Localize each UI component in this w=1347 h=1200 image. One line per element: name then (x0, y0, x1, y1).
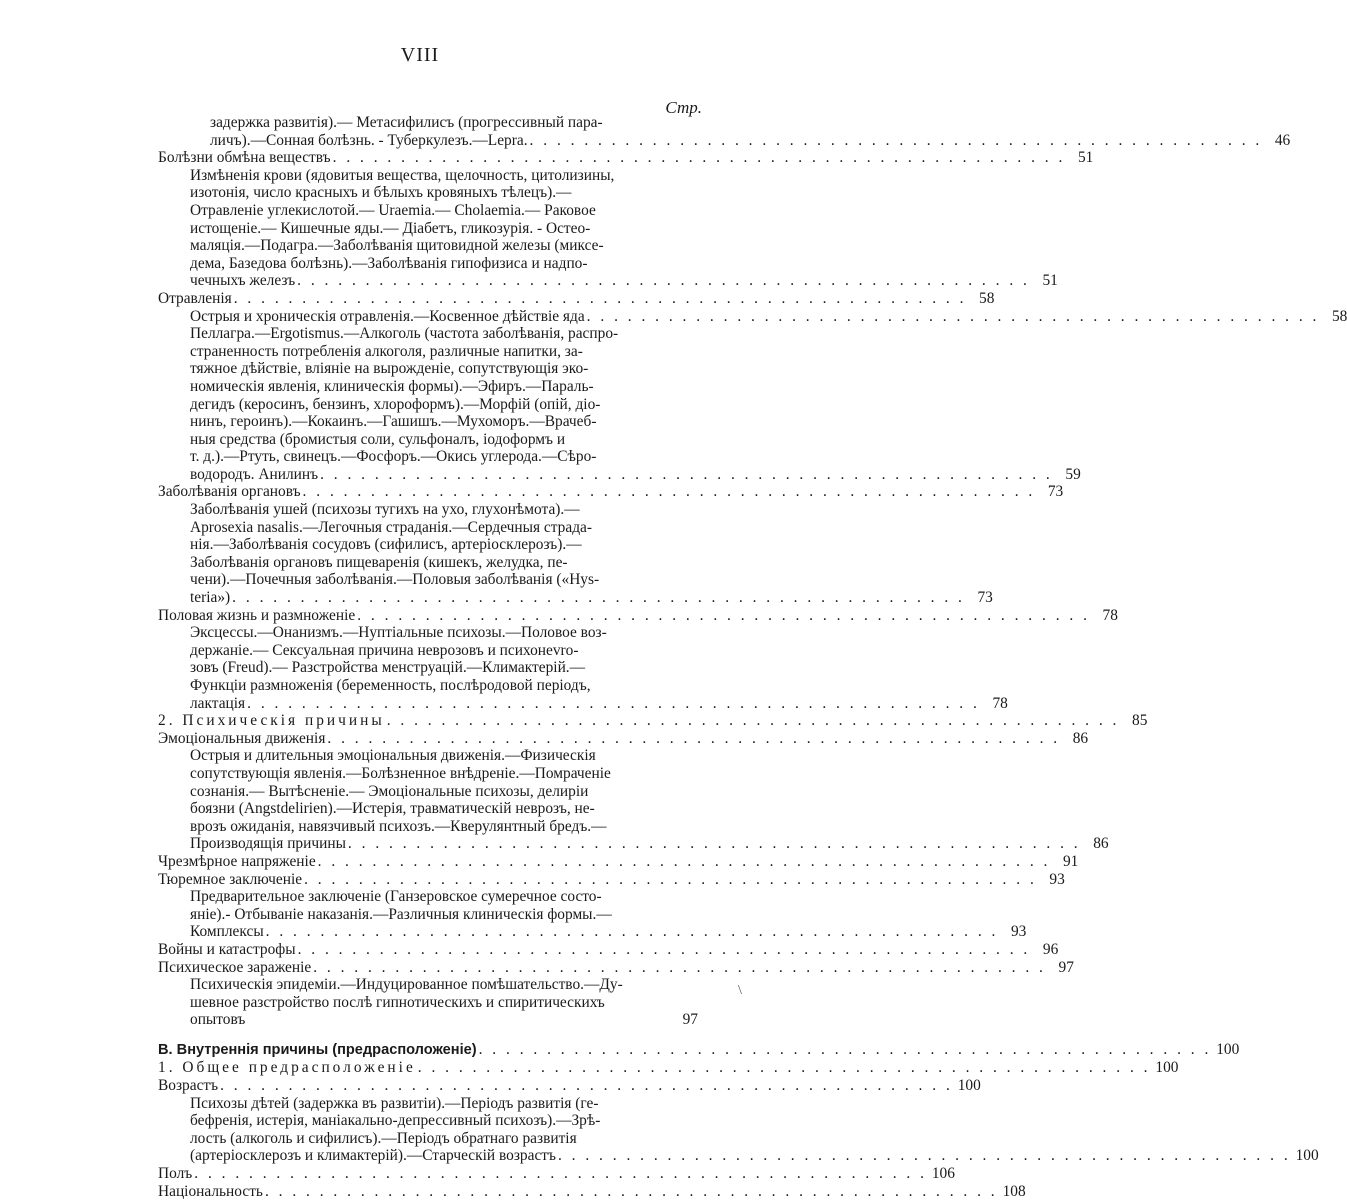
toc-entry (158, 307, 1347, 326)
toc-entry (158, 501, 698, 519)
toc-entry (158, 712, 1148, 730)
toc-entry-text: врозъ ожиданія, навязчивый психозъ.—Кверулянтный бредъ.— (190, 817, 607, 835)
dot-leader: . . . . . . . . . . . . . . . . . . . . . . . . . . . . . . . . . . . . . . . . . . . . . . . . . . . . . . (232, 589, 965, 607)
toc-entry (158, 1095, 698, 1113)
toc-entry-text: Психическія эпидеміи.—Индуцированное помѣшательство.—Ду- (190, 976, 623, 994)
toc-entry (158, 536, 698, 554)
toc-entry (158, 906, 698, 924)
toc-entry-text: шевное разстройство послѣ гипнотическихъ и спиритическихъ (190, 993, 605, 1011)
toc-entry (158, 589, 993, 607)
toc-entry-text: маляція.—Подагра.—Заболѣванія щитовидной железы (миксе- (190, 237, 604, 255)
toc-entry (158, 818, 698, 836)
toc-page-number: 58 (979, 289, 995, 307)
dot-leader: . . . . . . . . . . . . . . . . . . . . . . . . . . . . . . . . . . . . . . . . . . . . . . . . . . . . . . (386, 712, 1120, 730)
toc-entry-text: Острыя и хроническія отравленія.—Косвенное дѣйствіе яда (190, 307, 585, 325)
page-number: VIII (400, 44, 440, 66)
toc-page-number: 51 (1077, 149, 1094, 167)
toc-entry (158, 1011, 698, 1029)
toc-entry-text: Производящія причины (190, 835, 346, 853)
toc-page-number: 96 (1042, 940, 1059, 958)
toc-gap (158, 1029, 698, 1041)
toc-entry (158, 1077, 981, 1095)
toc-page-number: 86 (1072, 729, 1089, 747)
toc-entry-text: Тюремное заключеніе (158, 870, 303, 888)
toc-entry-text: сознанія.— Вытѣсненіе.— Эмоціональные психозы, делиріи (190, 782, 589, 800)
dot-leader: . . . . . . . . . . . . . . . . . . . . . . . . . . . . . . . . . . . . . . . . . . . . . . . . . . . . . . (320, 465, 1053, 483)
toc-entry (158, 1112, 698, 1130)
toc-entry-text: Функціи размноженія (беременность, послѣродовой періодъ, (190, 677, 591, 694)
toc-entry (158, 994, 698, 1012)
toc-page-number: 91 (1062, 852, 1079, 870)
toc-entry (158, 1040, 1240, 1060)
dot-leader: . . . . . . . . . . . . . . . . . . . . . . . . . . . . . . . . . . . . . . . . . . . . . . . . . . . . . . (194, 1165, 927, 1183)
toc-page-number: 51 (1042, 272, 1058, 290)
toc-entry-text: Чрезмѣрное напряженіе (158, 852, 316, 870)
toc-entry-text: В. Внутреннія причины (предрасположеніе) (158, 1041, 477, 1058)
toc-page-number: 100 (1295, 1147, 1319, 1165)
toc-entry-text: нинъ, героинъ).—Кокаинъ.—Гашишъ.—Мухоморъ.—Врачеб- (190, 413, 597, 431)
toc-entry (158, 519, 698, 537)
dot-leader: . . . . . . . . . . . . . . . . . . . . . . . . . . . . . . . . . . . . . . . . . . . . . . . . . . . . . . (478, 1040, 1212, 1058)
toc-entry-text: личъ).—Сонная болѣзнь. - Туберкулезъ.—Lepra. (210, 131, 528, 149)
toc-entry-text: Пеллагра.—Ergotismus.—Алкоголь (частота заболѣванія, распро- (190, 325, 619, 343)
toc-entry (158, 976, 698, 994)
dot-leader: . . . . . . . . . . . . . . . . . . . . . . . . . . . . . . . . . . . . . . . . . . . . . . . . . . . . . . (297, 272, 1030, 290)
toc-entry-text: опытовъ (190, 1011, 246, 1029)
toc-entry (158, 289, 995, 308)
toc-entry-text: задержка развитія).— Метасифилисъ (прогрессивный пара- (210, 114, 603, 131)
toc-entry-text: дема, Базедова болѣзнь).—Заболѣванія гипофизиса и надпо- (190, 254, 588, 272)
toc-entry (158, 694, 1008, 713)
toc-entry (158, 800, 698, 818)
page-column-header: Стр. (665, 98, 702, 117)
toc-entry-text: Отравленіе углекислотой.— Uraemia.— Cholaemia.— Раковое (190, 201, 596, 219)
toc-page-number: 93 (1049, 870, 1065, 888)
toc-entry (158, 747, 698, 765)
toc-entry-text: т. д.).—Ртуть, свинецъ.—Фосфоръ.—Окись углерода.—Сѣро- (190, 448, 597, 466)
dot-leader: . . . . . . . . . . . . . . . . . . . . . . . . . . . . . . . . . . . . . . . . . . . . . . . . . . . . . . (586, 307, 1320, 325)
toc-entry-text: бефренія, истерія, маніакально-депрессивный психозъ).—Зрѣ- (190, 1112, 601, 1130)
toc-page-number: 73 (1047, 483, 1064, 501)
toc-entry (158, 483, 1064, 501)
toc-entry (158, 571, 698, 589)
toc-page-number: 97 (682, 1011, 698, 1029)
dot-leader: . . . . . . . . . . . . . . . . . . . . . . . . . . . . . . . . . . . . . . . . . . . . . . . . . . . . . . (529, 131, 1263, 149)
toc-entry-text: Aprosexia nasalis.—Легочныя страданія.—Сердечныя страда- (190, 518, 592, 536)
toc-entry-text: чечныхъ железъ (190, 272, 296, 290)
toc-entry (158, 765, 698, 783)
toc-entry-text: лость (алкоголь и сифилисъ).—Періодъ обратнаго развитія (190, 1129, 577, 1147)
toc-entry-text: Эмоціональныя движенія (158, 729, 326, 747)
dot-leader: . . . . . . . . . . . . . . . . . . . . . . . . . . . . . . . . . . . . . . . . . . . . . . . . . . . . . . (297, 940, 1031, 958)
toc-entry (158, 606, 1118, 625)
toc-entry-text: номическія явленія, клиническія формы).—Эфиръ.—Параль- (190, 377, 594, 395)
toc-entry-text: Измѣненія крови (ядовитыя вещества, щелочность, цитолизины, (190, 166, 615, 184)
toc-entry-text: держаніе.— Сексуальная причина неврозовъ и психонevro- (190, 641, 579, 659)
toc-entry (158, 202, 698, 220)
dot-leader: . . . . . . . . . . . . . . . . . . . . . . . . . . . . . . . . . . . . . . . . . . . . . . . . . . . . . . (357, 606, 1090, 624)
toc-entry-text: Психическое зараженіе (158, 958, 312, 976)
toc-entry (158, 255, 698, 273)
toc-entry-text: тяжное дѣйствіе, вліяніе на вырожденіе, сопутствующія эко- (190, 360, 589, 378)
toc-page-number: 73 (977, 589, 993, 607)
dot-leader: . . . . . . . . . . . . . . . . . . . . . . . . . . . . . . . . . . . . . . . . . . . . . . . . . . . . . . (327, 729, 1061, 747)
toc-entry (158, 1182, 1026, 1200)
toc-page-number: 78 (992, 694, 1008, 712)
dot-leader: . . . . . . . . . . . . . . . . . . . . . . . . . . . . . . . . . . . . . . . . . . . . . . . . . . . . . . (313, 958, 1046, 976)
toc-entry-text: Эксцессы.—Онанизмъ.—Нуптіальные психозы.—Половое воз- (190, 624, 607, 642)
toc-entry-text: teria») (190, 589, 231, 607)
toc-page-number: 86 (1093, 835, 1109, 853)
toc-entry-text: Болѣзни обмѣна веществъ (158, 149, 331, 167)
dot-leader: . . . . . . . . . . . . . . . . . . . . . . . . . . . . . . . . . . . . . . . . . . . . . . . . . . . . . . (417, 1059, 1151, 1077)
toc-entry (158, 131, 1291, 150)
toc-entry-text: Психозы дѣтей (задержка въ развитіи).—Періодъ развитія (ге- (190, 1094, 599, 1112)
toc-entry (158, 360, 698, 378)
dot-leader: . . . . . . . . . . . . . . . . . . . . . . . . . . . . . . . . . . . . . . . . . . . . . . . . . . . . . . (332, 149, 1066, 167)
margin-mark: \ (738, 983, 742, 998)
toc-entry (158, 677, 698, 695)
toc-page-number: 46 (1274, 131, 1291, 149)
toc-entry (158, 940, 1059, 959)
dot-leader: . . . . . . . . . . . . . . . . . . . . . . . . . . . . . . . . . . . . . . . . . . . . . . . . . . . . . . (557, 1147, 1291, 1165)
toc-entry-text: Заболѣванія органовъ пищеваренія (кишекъ, желудка, пе- (190, 553, 568, 571)
toc-page-number: 97 (1058, 958, 1074, 976)
dot-leader: . . . . . . . . . . . . . . . . . . . . . . . . . . . . . . . . . . . . . . . . . . . . . . . . . . . . . . (347, 835, 1081, 853)
toc-page-number: 106 (931, 1165, 955, 1183)
toc-entry-text: дегидъ (керосинъ, бензинъ, хлороформъ).—Морфій (опій, діо- (190, 395, 601, 413)
dot-leader: . . . . . . . . . . . . . . . . . . . . . . . . . . . . . . . . . . . . . . . . . . . . . . . . . . . . . . (233, 289, 967, 307)
toc-entry (158, 729, 1089, 748)
toc-page-number: 108 (1002, 1182, 1026, 1200)
toc-entry-text: нія.—Заболѣванія сосудовъ (сифилисъ, артеріосклерозъ).— (190, 536, 582, 554)
dot-leader: . . . . . . . . . . . . . . . . . . . . . . . . . . . . . . . . . . . . . . . . . . . . . . . . . . . . . . (264, 1182, 998, 1200)
toc-entry-text: 2. Психическія причины (158, 712, 385, 730)
toc-entry-text: Острыя и длительныя эмоціональныя движенія.—Физическія (190, 747, 596, 765)
toc-entry (158, 958, 1074, 977)
toc-entry (158, 167, 698, 185)
dot-leader: . . . . . . . . . . . . . . . . . . . . . . . . . . . . . . . . . . . . . . . . . . . . . . . . . . . . . . (317, 852, 1051, 870)
dot-leader: . . . . . . . . . . . . . . . . . . . . . . . . . . . . . . . . . . . . . . . . . . . . . . . . . . . . . . (247, 694, 980, 712)
toc-entry-text: истощеніе.— Кишечные яды.— Діабетъ, гликозурія. - Остео- (190, 219, 591, 237)
toc-entry-text: изотонія, число красныхъ и бѣлыхъ кровяныхъ тѣлецъ).— (190, 184, 572, 202)
toc-entry (158, 870, 1065, 889)
dot-leader: . . . . . . . . . . . . . . . . . . . . . . . . . . . . . . . . . . . . . . . . . . . . . . . . . . . . . . (302, 483, 1036, 501)
dot-leader: . . . . . . . . . . . . . . . . . . . . . . . . . . . . . . . . . . . . . . . . . . . . . . . . . . . . . . (220, 1077, 953, 1095)
toc-entry (158, 272, 1058, 290)
toc-entry-text: чени).—Почечныя заболѣванія.—Половыя заболѣванія («Hys- (190, 571, 600, 589)
toc-entry-text: Заболѣванія ушей (психозы тугихъ на ухо, глухонѣмота).— (190, 501, 580, 519)
toc-entry (158, 835, 1109, 853)
toc-entry (158, 220, 698, 238)
toc-page-number: 85 (1132, 712, 1148, 730)
toc-entry-text: сопутствующія явленія.—Болѣзненное внѣдреніе.—Помраченіе (190, 764, 611, 782)
toc-page-number: 100 (1216, 1040, 1240, 1058)
toc-entry-text: 1. Общее предрасположеніе (158, 1059, 416, 1077)
toc-entry (158, 325, 698, 343)
toc-entry (158, 783, 698, 801)
dot-leader: . . . . . . . . . . . . . . . . . . . . . . . . . . . . . . . . . . . . . . . . . . . . . . . . . . . . . . (304, 870, 1037, 888)
toc (158, 114, 1347, 1200)
toc-entry-text: яніе).- Отбываніе наказанія.—Различныя клиническія формы.— (190, 905, 612, 923)
toc-entry (158, 1059, 1179, 1077)
toc-entry (158, 184, 698, 202)
toc-entry-text: Войны и катастрофы (158, 940, 296, 958)
toc-entry (158, 396, 698, 414)
toc-entry-text: страненность потребленія алкоголя, различные напитки, за- (190, 342, 583, 360)
toc-entry-text: Полъ (158, 1165, 193, 1183)
dot-leader: . . . . . . . . . . . . . . . . . . . . . . . . . . . . . . . . . . . . . . . . . . . . . . . . . . . . . . (265, 923, 999, 941)
toc-entry-text: Половая жизнь и размноженіе (158, 606, 356, 624)
toc-entry-text: Заболѣванія органовъ (158, 483, 301, 501)
toc-entry-text: боязни (Angstdelirien).—Истерія, травматическій неврозъ, не- (190, 800, 595, 818)
toc-entry (158, 237, 698, 255)
toc-entry (158, 1147, 1319, 1165)
toc-entry (158, 413, 698, 431)
toc-entry (158, 378, 698, 396)
toc-entry-text: Возрастъ (158, 1077, 219, 1095)
toc-entry (158, 852, 1079, 871)
toc-entry (158, 624, 698, 642)
toc-entry (158, 923, 1027, 941)
toc-page-number: 100 (957, 1077, 981, 1095)
toc-entry-text: Комплексы (190, 923, 264, 941)
toc-entry-text: (артеріосклерозъ и климактерій).—Старческій возрастъ (190, 1147, 556, 1165)
toc-entry (158, 554, 698, 572)
toc-entry (158, 431, 698, 449)
toc-entry (158, 1130, 698, 1148)
toc-entry (158, 642, 698, 660)
toc-entry (158, 343, 698, 361)
toc-entry (158, 448, 698, 466)
toc-page-number: 59 (1065, 465, 1081, 483)
toc-entry-text: ныя средства (бромистыя соли, сульфоналъ, іодоформъ и (190, 430, 566, 448)
toc-entry-text: водородъ. Анилинъ (190, 465, 319, 483)
toc-page-number: 58 (1331, 307, 1347, 325)
toc-entry (158, 888, 698, 906)
toc-entry-text: лактація (190, 694, 246, 712)
toc-entry (158, 149, 1094, 167)
toc-entry-text: Отравленія (158, 289, 232, 307)
toc-entry (158, 1165, 955, 1183)
toc-entry (158, 465, 1081, 484)
toc-entry-text: Національность (158, 1182, 263, 1200)
toc-page-number: 100 (1155, 1059, 1179, 1077)
toc-entry (158, 114, 698, 132)
toc-entry-text: Предварительное заключеніе (Ганзеровское сумеречное состо- (190, 888, 602, 906)
toc-page-number: 93 (1010, 923, 1027, 941)
toc-entry-text: зовъ (Freud).— Разстройства менструацій.—Климактерій.— (190, 659, 586, 677)
toc-page-number: 78 (1102, 606, 1118, 624)
toc-entry (158, 659, 698, 677)
